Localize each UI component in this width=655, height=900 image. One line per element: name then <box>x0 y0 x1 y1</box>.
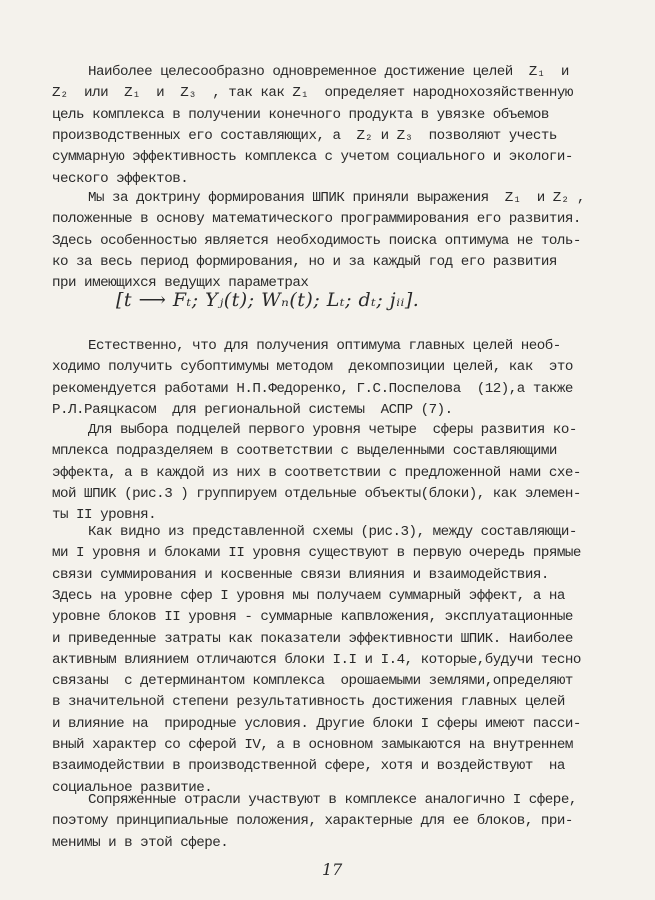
text-line: взаимодействии в производственной сфере, хотя и воздействуют на <box>52 758 565 774</box>
text-line: и приведенные затраты как показатели эффективности ШПИК. Наиболее <box>52 631 573 647</box>
text-line: Как видно из представленной схемы (рис.3), между составляющи- <box>88 524 577 540</box>
page-number: 17 <box>322 860 343 879</box>
text-line: суммарную эффективность комплекса с учетом социального и экологи- <box>52 149 573 165</box>
text-line: Для выбора подцелей первого уровня четыре сферы развития ко- <box>88 422 577 438</box>
text-line: ко за весь период формирования, но и за каждый год его развития <box>52 254 557 270</box>
text-line: Здесь особенностью является необходимость поиска оптимума не толь- <box>52 233 581 249</box>
text-line: Z₂ или Z₁ и Z₃ , так как Z₁ определяет народнохозяйственную <box>52 85 573 101</box>
text-line: Наиболее целесообразно одновременное достижение целей Z₁ и <box>88 64 569 80</box>
text-line: цель комплекса в получении конечного продукта в увязке объемов <box>52 107 549 123</box>
text-line: Мы за доктрину формирования ШПИК приняли выражения Z₁ и Z₂ , <box>88 190 585 206</box>
text-line: Здесь на уровне сфер I уровня мы получаем суммарный эффект, а на <box>52 588 565 604</box>
text-line: мой ШПИК (рис.3 ) группируем отдельные объекты(блоки), как элемен- <box>52 486 581 502</box>
text-line: уровне блоков II уровня - суммарные капвложения, эксплуатационные <box>52 609 573 625</box>
text-line: связи суммирования и косвенные связи влияния и взаимодействия. <box>52 567 549 583</box>
text-line: Естественно, что для получения оптимума главных целей необ- <box>88 338 561 354</box>
text-line: в значительной степени результативность достижения главных целей <box>52 694 565 710</box>
text-line: мплекса подразделяем в соответствии с выделенными составляющими <box>52 443 557 459</box>
text-line: положенные в основу математического программирования его развития. <box>52 211 581 227</box>
text-line: и влияние на природные условия. Другие блоки I сферы имеют пасси- <box>52 716 581 732</box>
text-line: активным влиянием отличаются блоки I.I и I.4, которые,будучи тесно <box>52 652 581 668</box>
formula: [t ⟶ Fₜ; Yⱼ(t); Wₙ(t); Lₜ; dₜ; jᵢᵢ]. <box>116 289 420 311</box>
text-line: эффекта, а в каждой из них в соответствии с предложенной нами схе- <box>52 465 581 481</box>
text-line: Сопряженные отрасли участвуют в комплексе аналогично I сфере, <box>88 792 577 808</box>
text-line: связаны с детерминантом комплекса орошаемыми землями,определяют <box>52 673 573 689</box>
text-line: ческого эффектов. <box>52 171 189 187</box>
text-line: вный характер со сферой IV, а в основном замыкаются на внутреннем <box>52 737 573 753</box>
text-line: ми I уровня и блоками II уровня существуют в первую очередь прямые <box>52 545 581 561</box>
text-line: рекомендуется работами Н.П.Федоренко, Г.С.Поспелова (12),а также <box>52 381 573 397</box>
text-line: при имеющихся ведущих параметрах <box>52 275 309 291</box>
text-line: менимы и в этой сфере. <box>52 835 229 851</box>
text-line: Р.Л.Раяцкасом для региональной системы АСПР (7). <box>52 402 453 418</box>
text-line: ходимо получить субоптимумы методом декомпозиции целей, как это <box>52 359 573 375</box>
text-line: социальное развитие. <box>52 780 213 796</box>
text-line: ты II уровня. <box>52 507 157 523</box>
text-line: поэтому принципиальные положения, характерные для ее блоков, при- <box>52 813 573 829</box>
text-line: производственных его составляющих, а Z₂ и Z₃ позволяют учесть <box>52 128 557 144</box>
